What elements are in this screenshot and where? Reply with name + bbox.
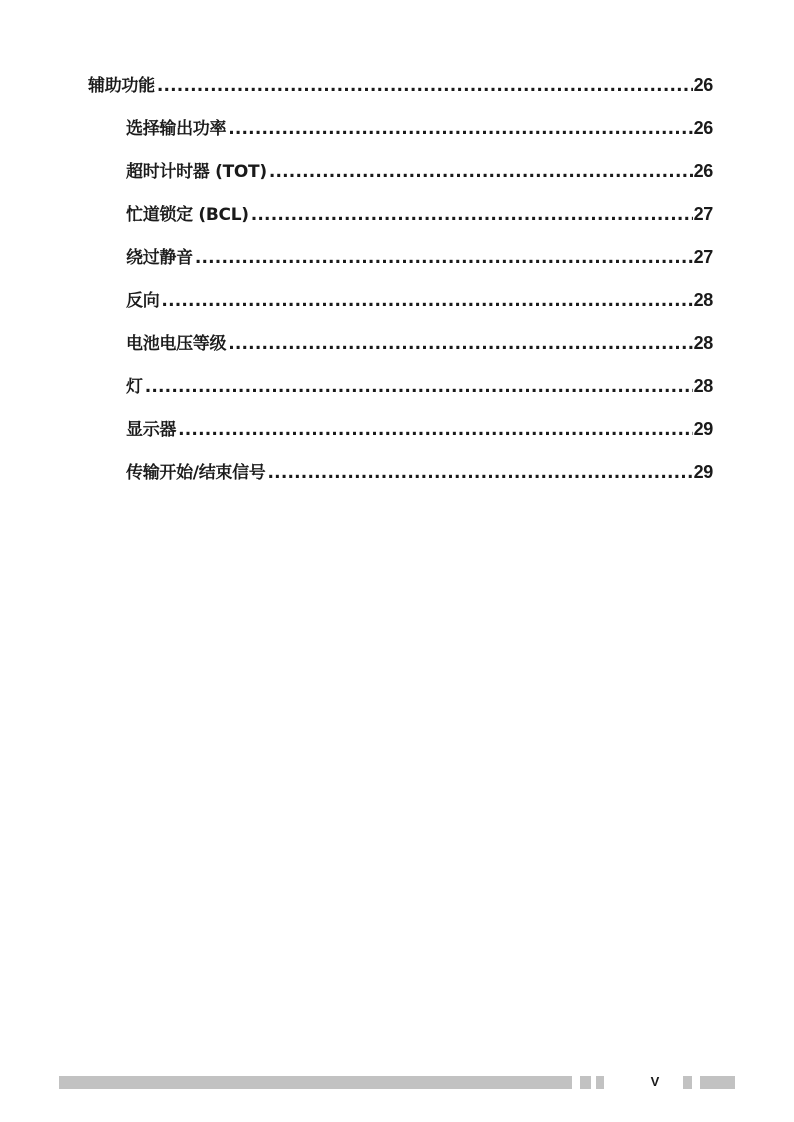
dot-leader: [157, 76, 693, 96]
toc-entry-title: 辅助功能: [88, 76, 155, 96]
toc-entry-light[interactable]: [126, 372, 713, 397]
dot-leader: [251, 205, 693, 225]
toc-entry-page: 27: [693, 247, 713, 267]
footer-square: [683, 1076, 692, 1089]
toc-entry-title: 选择输出功率: [126, 119, 227, 139]
footer-square: [580, 1076, 591, 1089]
dot-leader: [269, 162, 693, 182]
toc-entry-page: 29: [693, 419, 713, 439]
toc-entry-page: 26: [693, 161, 713, 181]
toc-entry-page: 26: [693, 75, 713, 95]
dot-leader: [178, 420, 692, 440]
toc-entry-output-power[interactable]: [126, 114, 713, 139]
dot-leader: [161, 291, 692, 311]
toc-entry-timeout-timer[interactable]: [126, 157, 713, 182]
toc-entry-page: 26: [693, 118, 713, 138]
footer-bar-right: [700, 1076, 735, 1089]
toc-entry-reverse[interactable]: [126, 286, 713, 311]
toc-entry-title: 反向: [126, 291, 160, 311]
footer-bar-left: [59, 1076, 572, 1089]
toc-entry-title: 超时计时器 (TOT): [126, 162, 267, 182]
page-number: V: [650, 1074, 660, 1089]
toc-entry-title: 绕过静音: [126, 248, 193, 268]
toc-entry-page: 27: [693, 204, 713, 224]
toc-entry-squelch-off[interactable]: [126, 243, 713, 268]
dot-leader: [195, 248, 693, 268]
toc-entry-display[interactable]: [126, 415, 713, 440]
dot-leader: [228, 119, 692, 139]
toc-entry-page: 28: [693, 376, 713, 396]
toc-entry-title: 显示器: [126, 420, 177, 440]
toc-entry-title: 电池电压等级: [126, 334, 227, 354]
dot-leader: [228, 334, 692, 354]
page-footer: [0, 1076, 794, 1090]
toc-entry-busy-channel-lockout[interactable]: [126, 200, 713, 225]
toc-entry-auxiliary-functions[interactable]: [88, 71, 713, 96]
dot-leader: [145, 377, 693, 397]
toc-entry-page: 29: [693, 462, 713, 482]
toc-entry-title: 传输开始/结束信号: [126, 463, 266, 483]
toc-entry-title: 忙道锁定 (BCL): [126, 205, 249, 225]
footer-square: [596, 1076, 604, 1089]
toc-entry-tx-signal[interactable]: [126, 458, 713, 483]
toc-entry-page: 28: [693, 290, 713, 310]
toc-entry-title: 灯: [126, 377, 143, 397]
dot-leader: [268, 463, 693, 483]
toc-entry-page: 28: [693, 333, 713, 353]
toc-entry-battery-level[interactable]: [126, 329, 713, 354]
